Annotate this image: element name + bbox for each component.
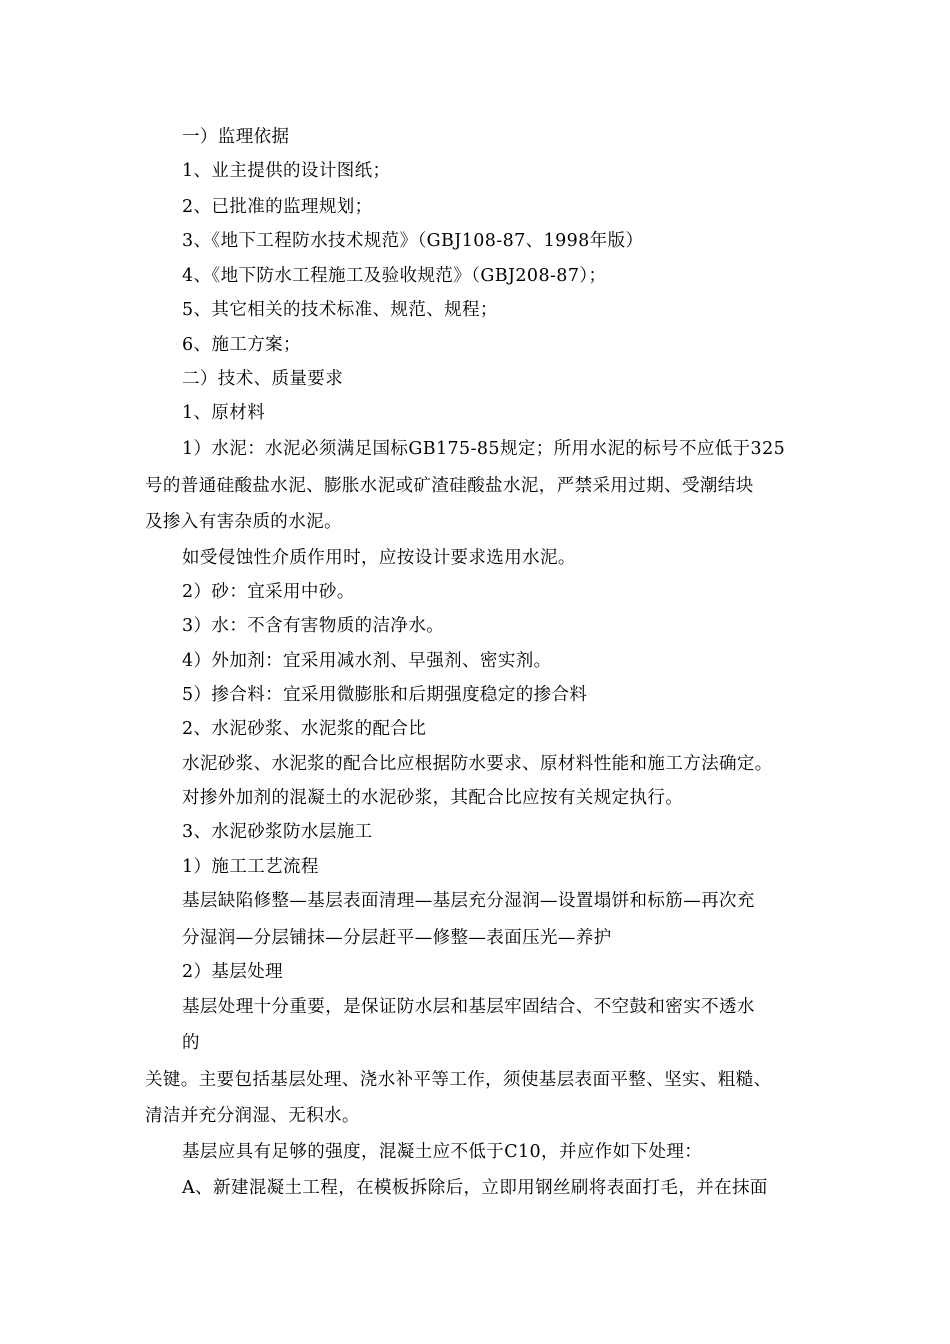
basis-item-2: 2、已批准的监理规划；	[182, 197, 373, 217]
mix-ratio-line-2: 对掺外加剂的混凝土的水泥砂浆，其配合比应按有关规定执行。	[182, 788, 684, 808]
base-treatment-line-4: 清洁并充分润湿、无积水。	[145, 1106, 360, 1126]
cement-note: 如受侵蚀性介质作用时，应按设计要求选用水泥。	[182, 548, 576, 568]
basis-item-4: 4、《地下防水工程施工及验收规范》（GBJ208-87）；	[182, 266, 607, 286]
subheading-mortar-construction: 3、水泥砂浆防水层施工	[182, 822, 373, 842]
material-water: 3）水：不含有害物质的洁净水。	[182, 616, 445, 636]
basis-item-5: 5、其它相关的技术标准、规范、规程；	[182, 300, 498, 320]
base-treatment-line-3: 关键。主要包括基层处理、浇水补平等工作，须使基层表面平整、坚实、粗糙、	[145, 1070, 772, 1090]
cement-para-line-2: 号的普通硅酸盐水泥、膨胀水泥或矿渣硅酸盐水泥，严禁采用过期、受潮结块	[145, 476, 754, 496]
material-blend: 5）掺合料：宜采用微膨胀和后期强度稳定的掺合料	[182, 685, 588, 705]
new-concrete-line: A、新建混凝土工程，在模板拆除后，立即用钢丝刷将表面打毛，并在抹面	[182, 1178, 768, 1198]
material-sand: 2）砂：宜采用中砂。	[182, 582, 355, 602]
base-treatment-line-2: 的	[182, 1033, 200, 1053]
process-flow-line-1: 基层缺陷修整—基层表面清理—基层充分湿润—设置塌饼和标筋—再次充	[182, 891, 755, 911]
subheading-mix-ratio: 2、水泥砂浆、水泥浆的配合比	[182, 719, 427, 739]
base-treatment-line-1: 基层处理十分重要，是保证防水层和基层牢固结合、不空鼓和密实不透水	[182, 997, 755, 1017]
material-admixture: 4）外加剂：宜采用减水剂、早强剂、密实剂。	[182, 651, 552, 671]
section-heading-requirements: 二）技术、质量要求	[182, 369, 344, 389]
cement-para-line-3: 及掺入有害杂质的水泥。	[145, 512, 342, 532]
subheading-materials: 1、原材料	[182, 403, 266, 423]
base-strength-line: 基层应具有足够的强度，混凝土应不低于C10，并应作如下处理：	[182, 1142, 703, 1162]
basis-item-1: 1、业主提供的设计图纸；	[182, 161, 391, 181]
subheading-process-flow: 1）施工工艺流程	[182, 857, 319, 877]
mix-ratio-line-1: 水泥砂浆、水泥浆的配合比应根据防水要求、原材料性能和施工方法确定。	[182, 754, 773, 774]
cement-para-line-1: 1）水泥：水泥必须满足国标GB175-85规定；所用水泥的标号不应低于325	[182, 439, 786, 459]
subheading-base-treatment: 2）基层处理	[182, 962, 284, 982]
basis-item-3: 3、《地下工程防水技术规范》（GBJ108-87、1998年版）	[182, 231, 644, 251]
process-flow-line-2: 分湿润—分层铺抹—分层赶平—修整—表面压光—养护	[182, 928, 612, 948]
basis-item-6: 6、施工方案；	[182, 335, 301, 355]
section-heading-basis: 一）监理依据	[182, 127, 290, 147]
